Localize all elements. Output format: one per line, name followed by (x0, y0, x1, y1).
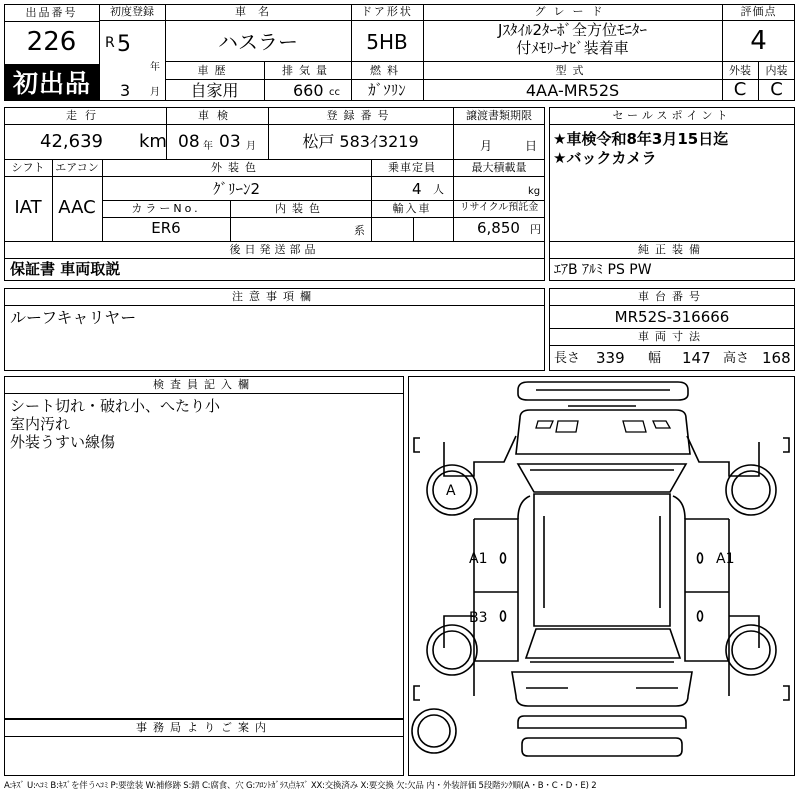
interior-grade: C (770, 79, 783, 100)
import-label: 輸入車 (392, 202, 432, 215)
damage-left-rear-door: B3 (469, 610, 488, 626)
color-label: 外装色 (211, 161, 262, 174)
inspector-label: 検査員記入欄 (153, 378, 255, 391)
color-no: ER6 (151, 219, 181, 237)
caution: ルーフキャリヤー (10, 308, 137, 327)
int-color-label: 内装色 (275, 202, 326, 215)
exterior-grade: C (733, 79, 747, 100)
first-listing-badge: 初出品 (5, 64, 99, 100)
capacity-unit: 人 (433, 183, 444, 196)
history: 自家用 (190, 81, 239, 100)
score: 4 (750, 26, 767, 56)
recycle-unit: 円 (530, 223, 541, 236)
ac: AAC (58, 197, 96, 218)
sales-points: ★車検令和8年3月15日迄 ★バックカメラ (553, 130, 729, 167)
era: R (105, 35, 115, 51)
reg-month: 3 (120, 81, 131, 100)
chassis-number: MR52S-316666 (614, 308, 730, 326)
exterior-color: ｸﾞﾘｰﾝ2 (212, 180, 261, 198)
lot-number: 226 (26, 27, 77, 57)
score-label: 評価点 (740, 5, 777, 18)
sales-label: セールスポイント (612, 109, 732, 122)
model-label: 型式 (555, 64, 590, 77)
reg-year: 5 (117, 32, 131, 57)
width-label: 幅 (648, 351, 662, 366)
exterior-label: 外装 (729, 64, 751, 77)
later-parts-label: 後日発送部品 (229, 243, 320, 256)
transfer-month-unit: 月 (480, 139, 493, 153)
grade-line2: 付ﾒﾓﾘｰﾅﾋﾞ装着車 (516, 39, 629, 57)
mileage: 42,639 (40, 131, 103, 152)
int-color-unit: 系 (354, 224, 365, 237)
displacement-label: 排気量 (282, 64, 333, 77)
door-label: ドア形状 (361, 5, 413, 18)
displacement: 660 (293, 81, 324, 100)
damage-right-front-door: A1 (716, 551, 735, 567)
caution-label: 注意事項欄 (232, 290, 317, 303)
office-label: 事務局よりご案内 (136, 721, 272, 734)
chassis-label: 車台番号 (638, 290, 706, 303)
length: 339 (596, 349, 625, 367)
ac-label: エアコン (55, 161, 99, 174)
grade-line1: Jｽﾀｲﾙ2ﾀｰﾎﾞ全方位ﾓﾆﾀｰ (498, 21, 647, 39)
interior-label: 内装 (765, 64, 788, 77)
regno-label: 登録番号 (326, 109, 395, 122)
car-name: ハスラー (218, 30, 298, 54)
load-unit: kg (528, 186, 541, 197)
equipment-label: 純正装備 (638, 243, 706, 256)
inspector-notes: シート切れ・破れ小、へたり小 室内汚れ 外装うすい線傷 (10, 397, 221, 451)
later-parts: 保証書 車両取説 (10, 260, 121, 278)
transfer-day-unit: 日 (525, 139, 538, 153)
shift: IAT (14, 197, 42, 218)
mileage-label: 走行 (66, 109, 104, 122)
damage-front-left-tire: A (446, 483, 456, 499)
height: 168 (762, 349, 791, 367)
inspection-month-unit: 月 (246, 141, 256, 152)
equipment: ｴｱB ｱﾙﾐ PS PW (554, 262, 652, 278)
color-no-label: カラーNo. (131, 202, 201, 215)
recycle: 6,850 (477, 219, 520, 237)
shift-label: シフト (11, 161, 45, 174)
fuel-label: 燃料 (370, 64, 404, 77)
grade-label: グレード (534, 5, 611, 18)
model: 4AA-MR52S (525, 81, 620, 100)
mileage-unit: km (139, 131, 167, 152)
registration-number: 松戸 583ｲ3219 (302, 132, 419, 151)
displacement-unit: cc (329, 87, 340, 98)
inspection-label: 車検 (198, 109, 236, 122)
load-label: 最大積載量 (471, 161, 527, 174)
length-label: 長さ (554, 351, 581, 366)
year-unit: 年 (150, 62, 160, 73)
capacity: 4 (412, 180, 422, 198)
lot-label: 出品番号 (25, 6, 78, 19)
recycle-label: リサイクル預託金 (459, 202, 539, 213)
height-label: 高さ (723, 351, 750, 366)
inspection-month: 03 (219, 132, 241, 152)
car-diagram (408, 376, 795, 776)
inspection-year-unit: 年 (203, 141, 213, 152)
legend: A:ｷｽﾞ U:ﾍｺﾐ B:ｷｽﾞを伴うﾍｺﾐ P:要塗装 W:補修跡 S:錆 C:腐食、穴 G:ﾌﾛﾝﾄｶﾞﾗｽ点ｷｽﾞ XX:交換済み X:要交換 欠:欠品 内・外装評価 5段階ﾗﾝｸ順(A・B・C・D・E) 2 (4, 781, 597, 791)
transfer-label: 譲渡書類期限 (466, 109, 532, 122)
capacity-label: 乗車定員 (388, 161, 436, 174)
dims-label: 車両寸法 (638, 330, 706, 343)
month-unit: 月 (150, 87, 160, 98)
car-name-label: 車名 (235, 5, 281, 18)
damage-left-front-door: A1 (469, 551, 488, 567)
first-reg-label: 初度登録 (110, 5, 154, 18)
history-label: 車歴 (197, 64, 232, 77)
inspection-year: 08 (178, 132, 200, 152)
width: 147 (682, 349, 711, 367)
fuel: ｶﾞｿﾘﾝ (368, 81, 406, 99)
door-type: 5HB (366, 30, 408, 54)
